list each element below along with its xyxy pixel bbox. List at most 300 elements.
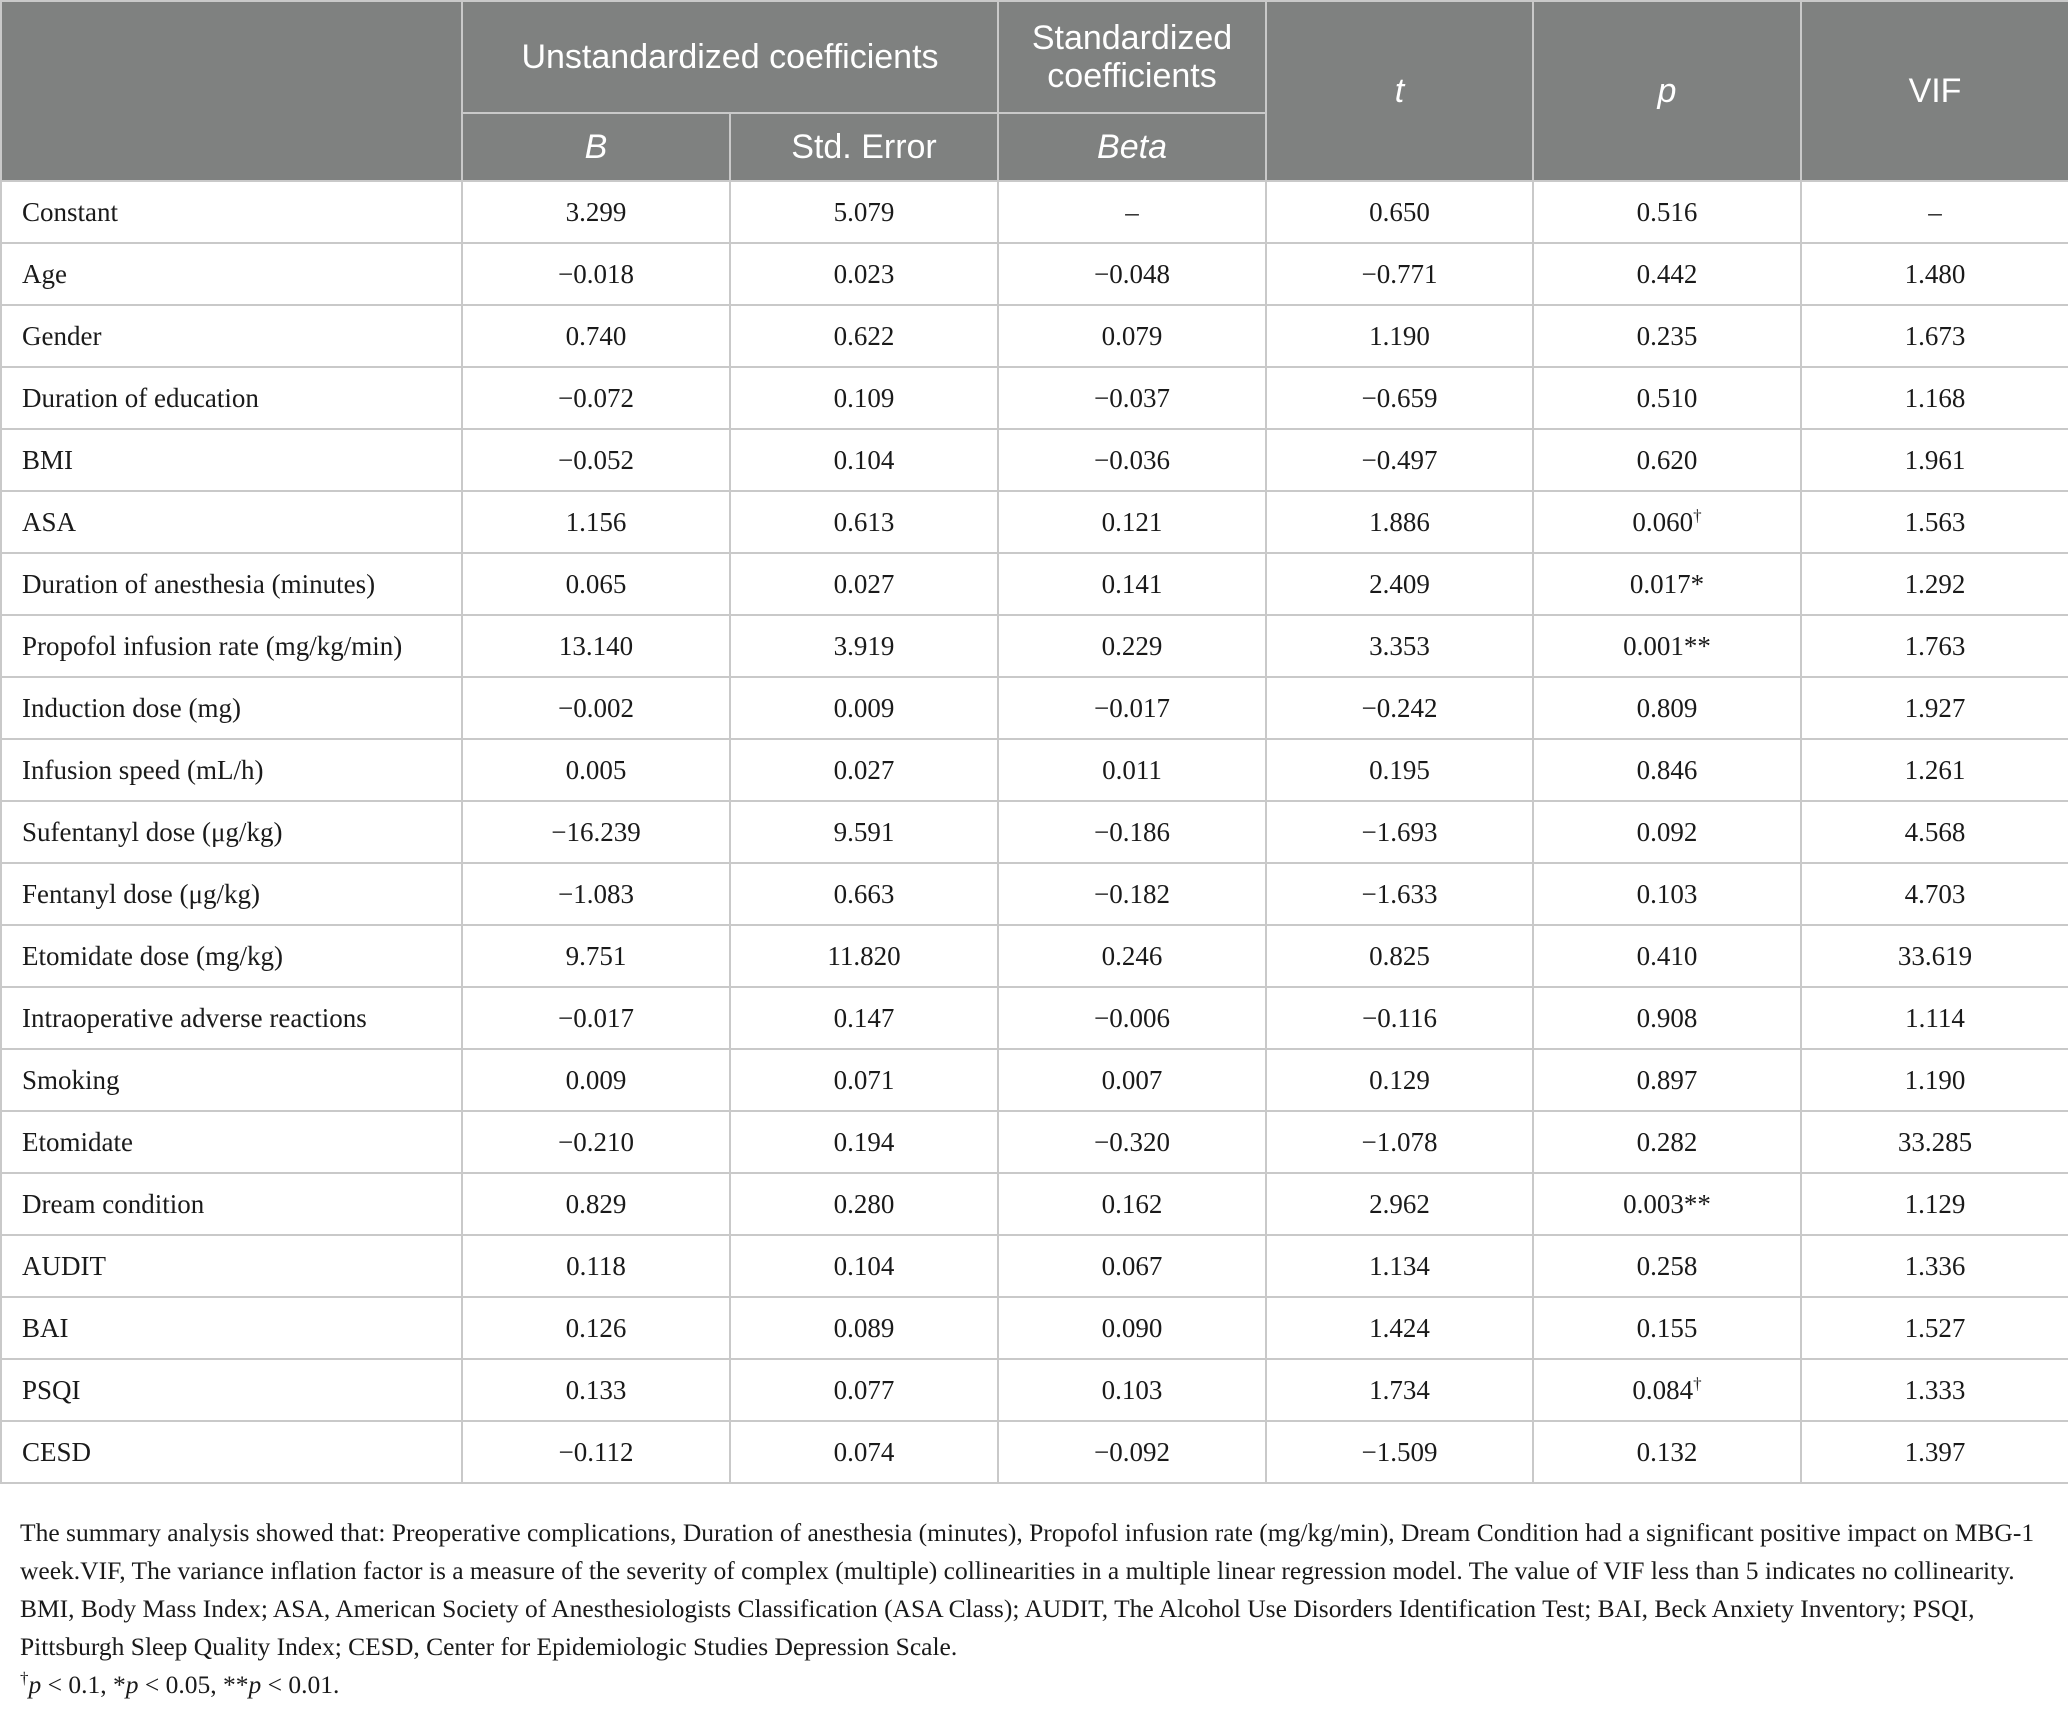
cell-variable [1, 987, 462, 1049]
cell-b-value: −0.018 [558, 258, 634, 289]
cell-b [462, 925, 730, 987]
cell-variable-value: Duration of education [22, 382, 259, 413]
cell-vif-value: 1.480 [1904, 258, 1966, 289]
cell-t [1266, 987, 1533, 1049]
cell-vif [1801, 1049, 2068, 1111]
cell-std-error-value: 5.079 [833, 196, 895, 227]
cell-p-value: 0.620 [1636, 444, 1698, 475]
cell-vif [1801, 987, 2068, 1049]
cell-t [1266, 367, 1533, 429]
cell-t [1266, 429, 1533, 491]
cell-t [1266, 615, 1533, 677]
cell-variable [1, 925, 462, 987]
cell-variable-value: Smoking [22, 1064, 120, 1095]
cell-variable-value: ASA [22, 506, 77, 537]
cell-vif [1801, 801, 2068, 863]
cell-beta-value: 0.229 [1101, 630, 1163, 661]
cell-vif-value: 1.763 [1904, 630, 1966, 661]
cell-variable [1, 243, 462, 305]
cell-b [462, 1049, 730, 1111]
cell-t [1266, 1421, 1533, 1483]
table-row [1, 1297, 2068, 1359]
cell-vif-value: 1.114 [1905, 1002, 1965, 1033]
cell-p [1533, 1421, 1801, 1483]
header-beta: Beta [998, 113, 1266, 181]
cell-beta-value: 0.007 [1101, 1064, 1163, 1095]
cell-vif [1801, 243, 2068, 305]
cell-vif-value: 4.568 [1904, 816, 1966, 847]
cell-b [462, 491, 730, 553]
cell-p [1533, 1173, 1801, 1235]
cell-beta-value: 0.011 [1102, 754, 1162, 785]
table-row [1, 615, 2068, 677]
cell-vif-value: – [1928, 196, 1942, 227]
cell-variable [1, 615, 462, 677]
cell-variable [1, 429, 462, 491]
cell-variable [1, 1111, 462, 1173]
table-body [1, 181, 2068, 1483]
cell-p [1533, 1111, 1801, 1173]
table-row [1, 1359, 2068, 1421]
cell-vif [1801, 429, 2068, 491]
cell-b [462, 243, 730, 305]
cell-vif-value: 1.190 [1904, 1064, 1966, 1095]
cell-vif-value: 1.333 [1904, 1374, 1966, 1405]
cell-vif [1801, 863, 2068, 925]
cell-p-value: 0.103 [1636, 878, 1698, 909]
cell-variable-value: Induction dose (mg) [22, 692, 241, 723]
cell-p [1533, 181, 1801, 243]
cell-std-error [730, 1421, 998, 1483]
cell-variable [1, 1421, 462, 1483]
cell-t-value: 2.962 [1369, 1188, 1430, 1219]
cell-b-value: −0.210 [558, 1126, 634, 1157]
cell-t-value: −0.771 [1361, 258, 1438, 289]
cell-vif-value: 1.336 [1904, 1250, 1966, 1281]
cell-p-value: 0.235 [1636, 320, 1698, 351]
cell-vif-value: 1.673 [1904, 320, 1966, 351]
footnote-summary: The summary analysis showed that: Preoperative complications, Duration of anesthesia (minutes), Propofol infusion rate (mg/kg/min), Dream Condition had a significant positive impact on MBG-1 week.VIF, The variance inflation factor is a measure of the severity of complex (multiple) collinearities in a multiple linear regression model. The value of VIF less than 5 indicates no collinearity. BMI, Body Mass Index; ASA, American Society of Anesthesiologists Classification (ASA Class); AUDIT, The Alcohol Use Disorders Identification Test; BAI, Beck Anxiety Inventory; PSQI, Pittsburgh Sleep Quality Index; CESD, Center for Epidemiologic Studies Depression Scale. [20, 1518, 2035, 1661]
cell-p-value: 0.809 [1636, 692, 1698, 723]
cell-p-value: 0.017* [1629, 568, 1705, 599]
cell-beta [998, 1297, 1266, 1359]
cell-vif [1801, 1173, 2068, 1235]
cell-std-error [730, 1173, 998, 1235]
cell-beta-value: 0.079 [1101, 320, 1163, 351]
cell-b [462, 987, 730, 1049]
cell-t-value: 0.650 [1369, 196, 1430, 227]
cell-beta [998, 1235, 1266, 1297]
cell-b [462, 863, 730, 925]
cell-std-error-value: 0.027 [833, 568, 895, 599]
cell-vif [1801, 305, 2068, 367]
cell-beta [998, 305, 1266, 367]
cell-beta-value: −0.092 [1094, 1436, 1170, 1467]
cell-variable [1, 491, 462, 553]
cell-variable-value: CESD [22, 1436, 92, 1467]
cell-b-value: 0.009 [565, 1064, 627, 1095]
cell-std-error-value: 0.074 [833, 1436, 895, 1467]
cell-vif [1801, 1235, 2068, 1297]
cell-variable-value: Duration of anesthesia (minutes) [22, 568, 376, 599]
cell-p-value: 0.908 [1636, 1002, 1698, 1033]
cell-variable-value: BAI [22, 1312, 69, 1343]
cell-vif-value: 33.619 [1897, 940, 1973, 971]
cell-t [1266, 925, 1533, 987]
cell-std-error [730, 429, 998, 491]
header-std-error: Std. Error [730, 113, 998, 181]
cell-t-value: −0.497 [1361, 444, 1438, 475]
cell-p-value: 0.001** [1623, 630, 1711, 661]
cell-vif-value: 4.703 [1904, 878, 1966, 909]
cell-beta [998, 243, 1266, 305]
header-row-1 [1, 1, 2068, 113]
sig-text-3: < 0.01. [261, 1670, 340, 1699]
sig-p-symbol-1: p [28, 1670, 42, 1699]
cell-p [1533, 1235, 1801, 1297]
table-row [1, 1111, 2068, 1173]
cell-beta [998, 1421, 1266, 1483]
cell-t [1266, 305, 1533, 367]
cell-variable [1, 1359, 462, 1421]
cell-p [1533, 801, 1801, 863]
table-row [1, 739, 2068, 801]
cell-vif-value: 1.563 [1904, 506, 1966, 537]
cell-std-error [730, 1235, 998, 1297]
p-dagger-mark: † [1693, 1373, 1702, 1393]
cell-std-error-value: 0.613 [833, 506, 895, 537]
cell-b [462, 1359, 730, 1421]
cell-vif-value: 1.397 [1904, 1436, 1966, 1467]
cell-variable [1, 677, 462, 739]
cell-vif [1801, 491, 2068, 553]
table-row [1, 863, 2068, 925]
cell-p-value: 0.282 [1636, 1126, 1698, 1157]
cell-std-error-value: 0.109 [833, 382, 895, 413]
cell-std-error-value: 0.622 [833, 320, 895, 351]
cell-p [1533, 429, 1801, 491]
cell-vif [1801, 1421, 2068, 1483]
cell-std-error-value: 0.280 [833, 1188, 895, 1219]
cell-beta [998, 553, 1266, 615]
header-unstandardized-coefficients: Unstandardized coefficients [462, 1, 998, 113]
cell-t [1266, 1049, 1533, 1111]
cell-beta [998, 739, 1266, 801]
cell-t-value: −1.509 [1361, 1436, 1438, 1467]
cell-b [462, 367, 730, 429]
cell-b [462, 801, 730, 863]
cell-beta [998, 925, 1266, 987]
table-row [1, 305, 2068, 367]
cell-b [462, 1297, 730, 1359]
cell-p [1533, 1297, 1801, 1359]
cell-b-value: 0.740 [565, 320, 627, 351]
cell-t-value: −1.693 [1361, 816, 1438, 847]
cell-p [1533, 367, 1801, 429]
cell-variable [1, 1173, 462, 1235]
sig-p-symbol-2: p [125, 1670, 139, 1699]
cell-std-error-value: 0.104 [833, 444, 895, 475]
cell-vif [1801, 925, 2068, 987]
cell-t [1266, 491, 1533, 553]
cell-p [1533, 615, 1801, 677]
cell-p [1533, 243, 1801, 305]
cell-std-error [730, 677, 998, 739]
cell-beta-value: −0.182 [1094, 878, 1170, 909]
cell-beta-value: −0.036 [1094, 444, 1170, 475]
cell-p [1533, 305, 1801, 367]
cell-std-error-value: 11.820 [827, 940, 901, 971]
cell-beta [998, 863, 1266, 925]
cell-b-value: 9.751 [565, 940, 627, 971]
cell-p [1533, 1359, 1801, 1421]
table-row [1, 367, 2068, 429]
cell-p-value: 0.510 [1636, 382, 1698, 413]
cell-std-error-value: 0.071 [833, 1064, 895, 1095]
cell-b [462, 739, 730, 801]
table-row [1, 677, 2068, 739]
cell-variable-value: Propofol infusion rate (mg/kg/min) [22, 630, 403, 661]
cell-t-value: 1.424 [1369, 1312, 1430, 1343]
cell-t [1266, 1173, 1533, 1235]
cell-vif [1801, 739, 2068, 801]
header-p: p [1533, 1, 1801, 181]
cell-beta-value: −0.320 [1094, 1126, 1170, 1157]
cell-t [1266, 677, 1533, 739]
cell-std-error [730, 987, 998, 1049]
cell-beta-value: – [1125, 196, 1139, 227]
cell-t [1266, 181, 1533, 243]
cell-t-value: 0.195 [1369, 754, 1430, 785]
cell-std-error [730, 925, 998, 987]
cell-b-value: 0.065 [565, 568, 627, 599]
table-row [1, 553, 2068, 615]
cell-t-value: 1.190 [1369, 320, 1430, 351]
cell-t-value: 3.353 [1369, 630, 1430, 661]
cell-t [1266, 1111, 1533, 1173]
cell-variable-value: Etomidate [22, 1126, 133, 1157]
cell-t-value: 1.886 [1369, 506, 1430, 537]
cell-std-error [730, 1297, 998, 1359]
cell-p-value: 0.060 [1632, 506, 1694, 537]
table-footnotes [0, 1514, 2068, 1704]
sig-text-2: < 0.05, ** [138, 1670, 249, 1699]
cell-vif-value: 1.168 [1904, 382, 1966, 413]
cell-beta-value: −0.048 [1094, 258, 1170, 289]
cell-std-error-value: 0.194 [833, 1126, 895, 1157]
cell-p-value: 0.410 [1636, 940, 1698, 971]
table-row [1, 429, 2068, 491]
cell-p-value: 0.442 [1636, 258, 1698, 289]
cell-b-value: 1.156 [565, 506, 627, 537]
cell-std-error-value: 0.009 [833, 692, 895, 723]
cell-p [1533, 739, 1801, 801]
cell-std-error [730, 1359, 998, 1421]
cell-vif [1801, 1359, 2068, 1421]
dagger-mark: † [20, 1668, 29, 1688]
cell-beta-value: 0.162 [1101, 1188, 1163, 1219]
cell-vif-value: 1.129 [1904, 1188, 1966, 1219]
cell-variable [1, 553, 462, 615]
cell-std-error [730, 801, 998, 863]
cell-b-value: −0.072 [558, 382, 634, 413]
cell-std-error-value: 0.104 [833, 1250, 895, 1281]
cell-b-value: −0.112 [558, 1436, 634, 1467]
cell-variable [1, 739, 462, 801]
cell-t [1266, 1235, 1533, 1297]
cell-beta-value: −0.017 [1094, 692, 1170, 723]
cell-t-value: 0.825 [1369, 940, 1430, 971]
cell-vif [1801, 677, 2068, 739]
cell-variable [1, 1235, 462, 1297]
cell-vif-value: 1.292 [1904, 568, 1966, 599]
cell-t-value: 1.134 [1369, 1250, 1430, 1281]
cell-std-error-value: 0.663 [833, 878, 895, 909]
cell-std-error [730, 739, 998, 801]
cell-b-value: 0.829 [565, 1188, 627, 1219]
cell-p [1533, 925, 1801, 987]
table-row [1, 243, 2068, 305]
cell-t [1266, 1297, 1533, 1359]
cell-variable-value: Fentanyl dose (μg/kg) [22, 878, 260, 909]
cell-std-error-value: 0.027 [833, 754, 895, 785]
table-header [1, 1, 2068, 181]
cell-variable [1, 1297, 462, 1359]
cell-p [1533, 1049, 1801, 1111]
cell-b [462, 1111, 730, 1173]
sig-p-symbol-3: p [248, 1670, 262, 1699]
cell-variable [1, 305, 462, 367]
cell-p-value: 0.897 [1636, 1064, 1698, 1095]
cell-b-value: −0.017 [558, 1002, 634, 1033]
cell-std-error [730, 1111, 998, 1173]
cell-beta-value: −0.037 [1094, 382, 1170, 413]
cell-p [1533, 987, 1801, 1049]
cell-variable-value: Infusion speed (mL/h) [22, 754, 264, 785]
cell-vif [1801, 367, 2068, 429]
cell-p [1533, 677, 1801, 739]
cell-b-value: −1.083 [558, 878, 634, 909]
header-variable-corner [1, 1, 462, 181]
cell-beta-value: 0.141 [1101, 568, 1163, 599]
table-row [1, 1049, 2068, 1111]
cell-beta [998, 677, 1266, 739]
cell-b [462, 305, 730, 367]
cell-variable [1, 367, 462, 429]
cell-p-value: 0.003** [1623, 1188, 1711, 1219]
cell-t [1266, 863, 1533, 925]
header-t: t [1266, 1, 1533, 181]
cell-variable [1, 801, 462, 863]
cell-vif [1801, 1111, 2068, 1173]
cell-variable-value: PSQI [22, 1374, 81, 1405]
cell-variable-value: Etomidate dose (mg/kg) [22, 940, 283, 971]
cell-t-value: −0.116 [1362, 1002, 1437, 1033]
table-row [1, 801, 2068, 863]
cell-t-value: −0.242 [1361, 692, 1438, 723]
cell-b-value: 0.126 [565, 1312, 627, 1343]
cell-vif [1801, 1297, 2068, 1359]
cell-beta [998, 1111, 1266, 1173]
cell-variable-value: Age [22, 258, 67, 289]
cell-beta-value: 0.067 [1101, 1250, 1163, 1281]
cell-b-value: 13.140 [558, 630, 634, 661]
table-row [1, 1421, 2068, 1483]
cell-std-error [730, 1049, 998, 1111]
cell-beta-value: 0.103 [1101, 1374, 1163, 1405]
cell-b [462, 615, 730, 677]
cell-std-error [730, 305, 998, 367]
cell-std-error-value: 9.591 [833, 816, 895, 847]
cell-beta [998, 367, 1266, 429]
cell-beta [998, 801, 1266, 863]
cell-beta-value: 0.246 [1101, 940, 1163, 971]
cell-b-value: −16.239 [551, 816, 641, 847]
cell-variable [1, 863, 462, 925]
cell-p [1533, 863, 1801, 925]
cell-variable [1, 181, 462, 243]
cell-std-error [730, 243, 998, 305]
cell-b-value: −0.052 [558, 444, 634, 475]
cell-p-value: 0.258 [1636, 1250, 1698, 1281]
cell-beta-value: 0.090 [1101, 1312, 1163, 1343]
cell-b-value: 0.133 [565, 1374, 627, 1405]
cell-variable-value: Intraoperative adverse reactions [22, 1002, 367, 1033]
table-row [1, 1235, 2068, 1297]
cell-t [1266, 801, 1533, 863]
cell-vif-value: 1.961 [1904, 444, 1966, 475]
cell-beta [998, 429, 1266, 491]
cell-std-error-value: 0.147 [833, 1002, 895, 1033]
cell-t-value: 2.409 [1369, 568, 1430, 599]
cell-std-error [730, 367, 998, 429]
cell-t-value: −1.633 [1361, 878, 1438, 909]
cell-variable-value: BMI [22, 444, 74, 475]
table-row [1, 925, 2068, 987]
footnote-significance [20, 1666, 2048, 1704]
cell-variable-value: Sufentanyl dose (μg/kg) [22, 816, 283, 847]
p-dagger-mark: † [1693, 505, 1702, 525]
cell-b [462, 429, 730, 491]
cell-beta-value: −0.186 [1094, 816, 1170, 847]
cell-t-value: 0.129 [1369, 1064, 1430, 1095]
cell-std-error-value: 3.919 [833, 630, 895, 661]
cell-std-error-value: 0.077 [833, 1374, 895, 1405]
table-row [1, 987, 2068, 1049]
cell-variable-value: Constant [22, 196, 119, 227]
cell-p-value: 0.084 [1632, 1374, 1694, 1405]
cell-b [462, 181, 730, 243]
cell-beta [998, 1359, 1266, 1421]
header-standardized-coefficients: Standardized coefficients [998, 1, 1266, 113]
cell-p [1533, 491, 1801, 553]
cell-std-error [730, 491, 998, 553]
cell-beta-value: 0.121 [1101, 506, 1163, 537]
cell-b [462, 1421, 730, 1483]
cell-t [1266, 1359, 1533, 1421]
cell-beta [998, 987, 1266, 1049]
cell-b-value: 3.299 [565, 196, 627, 227]
cell-t-value: −0.659 [1361, 382, 1438, 413]
cell-t-value: 1.734 [1369, 1374, 1430, 1405]
cell-vif-value: 1.261 [1904, 754, 1966, 785]
cell-std-error [730, 181, 998, 243]
cell-vif-value: 33.285 [1897, 1126, 1973, 1157]
cell-beta-value: −0.006 [1094, 1002, 1170, 1033]
cell-p-value: 0.132 [1636, 1436, 1698, 1467]
cell-p-value: 0.846 [1636, 754, 1698, 785]
table-row [1, 491, 2068, 553]
